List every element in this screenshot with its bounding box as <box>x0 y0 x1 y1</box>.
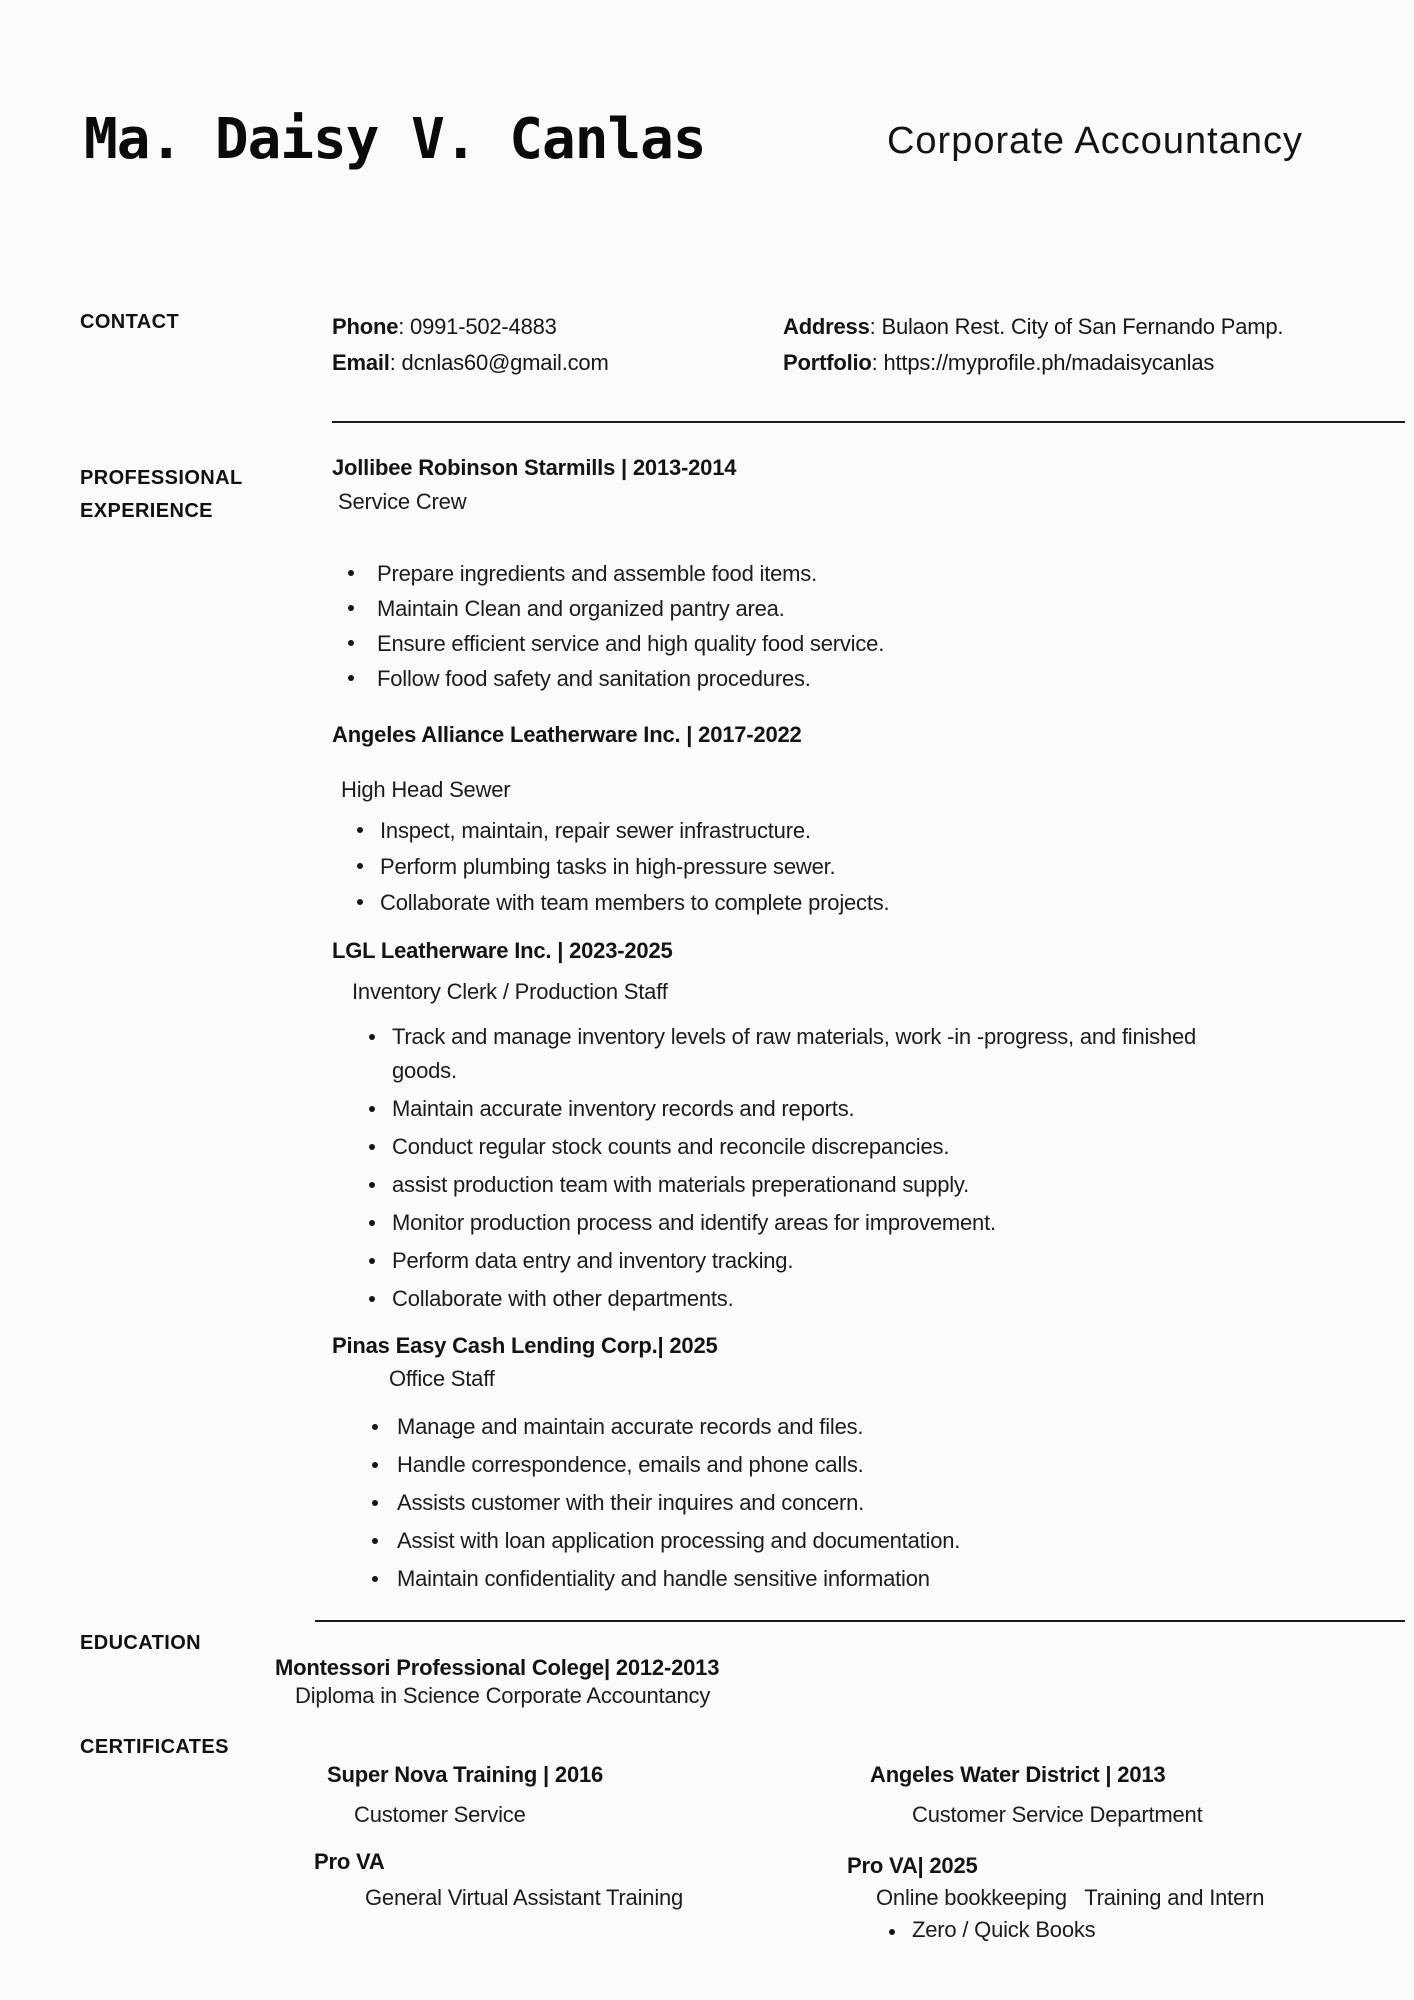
job-bullet-list <box>332 1020 1212 1316</box>
certificate-subtitle: Customer Service <box>354 1802 526 1827</box>
address-label: Address <box>783 314 870 339</box>
certificates-section-label: CERTIFICATES <box>80 1736 229 1758</box>
contact-email-row <box>332 345 762 381</box>
experience-section-label: PROFESSIONAL EXPERIENCE <box>80 467 243 522</box>
person-name: Ma. Daisy V. Canlas <box>84 107 706 172</box>
contact-address-row <box>783 309 1295 345</box>
certificate-subtitle: Customer Service Department <box>912 1802 1203 1827</box>
bullet-dot <box>348 570 354 576</box>
bullet-text: Maintain Clean and organized pantry area. <box>377 596 785 621</box>
bullet-item <box>332 813 1212 849</box>
education-section-label: EDUCATION <box>80 1632 202 1654</box>
bullet-item <box>332 1092 1212 1126</box>
bullet-dot <box>369 1034 375 1040</box>
bullet-text: Prepare ingredients and assemble food items. <box>377 561 818 586</box>
job-heading: Pinas Easy Cash Lending Corp.| 2025 <box>332 1333 718 1358</box>
bullet-dot <box>889 1929 895 1935</box>
bullet-item <box>332 885 1212 921</box>
bullet-text: Perform plumbing tasks in high-pressure sewer. <box>380 854 836 879</box>
contact-portfolio-row <box>783 345 1295 381</box>
bullet-dot <box>369 1296 375 1302</box>
education-divider-rule <box>315 1620 1405 1622</box>
bullet-text: Perform data entry and inventory tracking. <box>392 1248 794 1273</box>
bullet-dot <box>372 1576 378 1582</box>
education-school: Montessori Professional Colege| 2012-2013 <box>275 1655 720 1680</box>
bullet-dot <box>357 899 363 905</box>
phone-label: Phone <box>332 314 399 339</box>
bullet-dot <box>348 675 354 681</box>
bullet-item <box>332 1282 1212 1316</box>
certificate-title: Super Nova Training | 2016 <box>327 1762 604 1787</box>
bullet-text: Maintain confidentiality and handle sensitive information <box>397 1566 930 1591</box>
bullet-item <box>332 556 1212 591</box>
education-degree: Diploma in Science Corporate Accountancy <box>295 1683 711 1708</box>
certificate-subtitle: Online bookkeeping Training and Intern <box>876 1885 1265 1910</box>
job-heading: LGL Leatherware Inc. | 2023-2025 <box>332 938 673 963</box>
experience-jobs <box>332 454 1332 1600</box>
bullet-item <box>332 1448 1212 1482</box>
bullet-item <box>332 1562 1212 1596</box>
email-value: : dcnlas60@gmail.com <box>389 350 609 375</box>
bullet-item <box>332 661 1212 696</box>
bullet-dot <box>369 1144 375 1150</box>
job-subtitle: Inventory Clerk / Production Staff <box>352 979 668 1004</box>
job-bullet-list <box>332 813 1212 921</box>
contact-phone-row <box>332 309 762 345</box>
bullet-dot <box>348 605 354 611</box>
bullet-dot <box>369 1220 375 1226</box>
bullet-dot <box>348 640 354 646</box>
bullet-text: Ensure efficient service and high quality food service. <box>377 631 885 656</box>
job-subtitle: High Head Sewer <box>341 777 511 802</box>
bullet-item <box>332 1130 1212 1164</box>
bullet-dot <box>369 1258 375 1264</box>
bullet-text: Inspect, maintain, repair sewer infrastructure. <box>380 818 811 843</box>
bullet-item <box>332 626 1212 661</box>
contact-column-2 <box>783 309 1295 381</box>
job-subtitle: Service Crew <box>338 489 467 514</box>
profession-title: Corporate Accountancy <box>886 120 1303 162</box>
bullet-text: Assist with loan application processing and documentation. <box>397 1528 961 1553</box>
certificate-subtitle: General Virtual Assistant Training <box>365 1885 684 1910</box>
bullet-item <box>332 1020 1212 1088</box>
bullet-dot <box>369 1106 375 1112</box>
bullet-dot <box>372 1500 378 1506</box>
bullet-text: Maintain accurate inventory records and reports. <box>392 1096 855 1121</box>
bullet-text: Manage and maintain accurate records and files. <box>397 1414 864 1439</box>
job-bullet-list <box>332 556 1212 696</box>
certificate-title: Pro VA| 2025 <box>847 1853 978 1878</box>
contact-divider-rule <box>332 421 1405 423</box>
phone-value: : 0991-502-4883 <box>398 314 557 339</box>
certificate-bullet-text: Zero / Quick Books <box>912 1917 1096 1942</box>
certificate-title: Angeles Water District | 2013 <box>870 1762 1166 1787</box>
certificate-title: Pro VA <box>314 1849 385 1874</box>
bullet-item <box>332 1524 1212 1558</box>
portfolio-value: : https://myprofile.ph/madaisycanlas <box>871 350 1215 375</box>
bullet-item <box>332 849 1212 885</box>
job-entry-angeles-alliance <box>332 721 1332 921</box>
bullet-text: Follow food safety and sanitation procedures. <box>377 666 811 691</box>
job-entry-pinas-easy-cash <box>332 1332 1332 1596</box>
job-subtitle: Office Staff <box>389 1366 495 1391</box>
bullet-item <box>332 1486 1212 1520</box>
job-entry-lgl <box>332 937 1332 1316</box>
bullet-item <box>332 1410 1212 1444</box>
bullet-text: assist production team with materials preperationand supply. <box>392 1172 970 1197</box>
bullet-text: Assists customer with their inquires and concern. <box>397 1490 865 1515</box>
bullet-item <box>332 1168 1212 1202</box>
job-heading: Angeles Alliance Leatherware Inc. | 2017-2022 <box>332 722 802 747</box>
bullet-item <box>332 1244 1212 1278</box>
portfolio-label: Portfolio <box>783 350 872 375</box>
bullet-text: Conduct regular stock counts and reconcile discrepancies. <box>392 1134 950 1159</box>
bullet-dot <box>372 1424 378 1430</box>
bullet-item <box>332 591 1212 626</box>
contact-section-label: CONTACT <box>80 311 180 333</box>
job-entry-jollibee <box>332 454 1332 696</box>
contact-column-1 <box>332 309 762 381</box>
bullet-item <box>332 1206 1212 1240</box>
bullet-dot <box>369 1182 375 1188</box>
bullet-text: Collaborate with team members to complete projects. <box>380 890 890 915</box>
bullet-dot <box>357 863 363 869</box>
email-label: Email <box>332 350 390 375</box>
job-heading: Jollibee Robinson Starmills | 2013-2014 <box>332 455 737 480</box>
bullet-text: Monitor production process and identify areas for improvement. <box>392 1210 996 1235</box>
bullet-text: Collaborate with other departments. <box>392 1286 734 1311</box>
bullet-text: Track and manage inventory levels of raw materials, work -in -progress, and finished goods. <box>392 1024 1197 1083</box>
bullet-text: Handle correspondence, emails and phone calls. <box>397 1452 864 1477</box>
bullet-dot <box>372 1462 378 1468</box>
job-bullet-list <box>332 1410 1212 1596</box>
bullet-dot <box>357 827 363 833</box>
bullet-dot <box>372 1538 378 1544</box>
address-value: : Bulaon Rest. City of San Fernando Pamp. <box>869 314 1284 339</box>
